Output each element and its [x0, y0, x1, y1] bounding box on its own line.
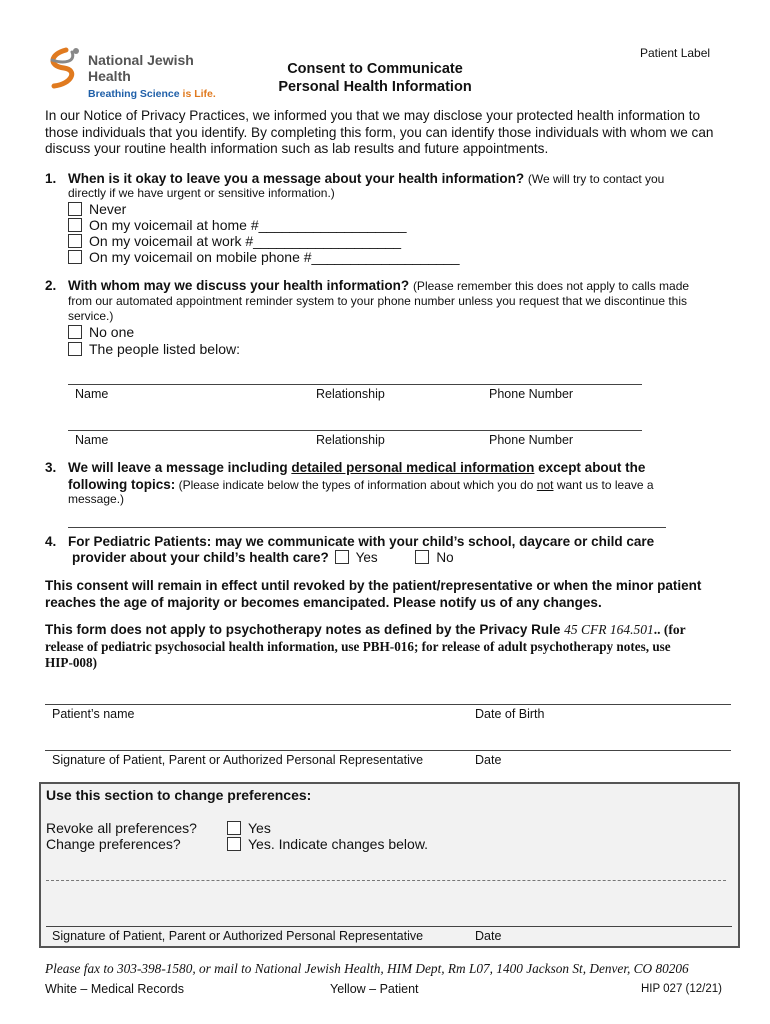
form-title-line2: Personal Health Information	[278, 79, 472, 95]
q1-option-work[interactable]	[68, 233, 401, 249]
checkbox[interactable]	[68, 250, 82, 264]
q4-text: provider about your child’s health care?	[72, 550, 329, 565]
dob-label: Date of Birth	[475, 707, 545, 721]
q3-text-underlined: detailed personal medical information	[291, 460, 535, 475]
change-preferences-section	[39, 782, 740, 948]
q4-number: 4.	[45, 534, 57, 549]
q1-note-b: directly if we have urgent or sensitive information.)	[68, 186, 335, 200]
psych-text-a: This form does not apply to psychotherapy notes as defined by the Privacy Rule	[45, 622, 565, 637]
q3-number: 3.	[45, 460, 57, 475]
q2-option-label: No one	[89, 324, 135, 340]
q1-option-label: On my voicemail at work #___________________	[89, 233, 402, 249]
q3-line1	[68, 460, 645, 475]
intro-paragraph: In our Notice of Privacy Practices, we informed you that we may disclose your protected health information to those individuals that you identify. By completing this form, you can identify those individuals with whom we can discuss your routine health information such as lab results and future appointments.	[45, 108, 714, 156]
q1-number: 1.	[45, 171, 57, 186]
q4-yes-label: Yes	[355, 550, 378, 565]
q1-text: When is it okay to leave you a message about your health information?	[68, 171, 525, 186]
checkbox[interactable]	[68, 202, 82, 216]
q3-topics-line[interactable]	[68, 527, 666, 528]
q2-note-c: service.)	[68, 309, 114, 323]
logo-mark-icon	[42, 46, 84, 90]
change-signature-line[interactable]	[46, 926, 732, 927]
q3-note-b: want us to leave a	[553, 478, 654, 492]
tagline-b: is Life.	[179, 88, 216, 100]
q2-option-no-one[interactable]	[68, 324, 134, 340]
q1-option-never[interactable]	[68, 201, 126, 217]
tagline	[88, 88, 216, 100]
changes-line[interactable]	[46, 880, 726, 881]
revoke-yes-option[interactable]	[227, 820, 271, 836]
org-name-line2: Health	[88, 68, 131, 84]
contact-2-phone-label: Phone Number	[489, 433, 574, 447]
checkbox[interactable]	[68, 342, 82, 356]
q2-option-label: The people listed below:	[89, 341, 240, 357]
copy-white: White – Medical Records	[45, 982, 184, 996]
q1-option-label: On my voicemail at home #___________________	[89, 217, 407, 233]
change-date-label: Date	[475, 929, 502, 943]
revoke-label: Revoke all preferences?	[46, 820, 197, 836]
revoke-yes-label: Yes	[248, 820, 271, 836]
q1-question	[68, 171, 664, 186]
q3-note-not: not	[536, 478, 554, 492]
patient-name-line[interactable]	[45, 704, 731, 705]
signature-date-label: Date	[475, 753, 502, 767]
q1-option-mobile[interactable]	[68, 249, 460, 265]
contact-1-name-label: Name	[75, 387, 109, 401]
contact-1-phone-label: Phone Number	[489, 387, 574, 401]
q3-note-c: message.)	[68, 492, 125, 506]
patient-name-label: Patient’s name	[52, 707, 135, 721]
logo	[42, 46, 222, 106]
checkbox[interactable]	[227, 837, 241, 851]
contact-2-line[interactable]	[68, 430, 642, 431]
contact-2-relationship-label: Relationship	[316, 433, 385, 447]
q2-text: With whom may we discuss your health information?	[68, 278, 410, 293]
q2-number: 2.	[45, 278, 57, 293]
q3-line2	[68, 477, 654, 492]
q1-note-a: (We will try to contact you	[527, 172, 665, 186]
checkbox[interactable]	[68, 234, 82, 248]
q4-line1: For Pediatric Patients: may we communicate with your child’s school, daycare or child care	[68, 534, 655, 549]
q2-option-people[interactable]	[68, 341, 240, 357]
fax-instructions: Please fax to 303-398-1580, or mail to National Jewish Health, HIM Dept, Rm L07, 1400 Jackson St, Denver, CO 80206	[45, 961, 689, 976]
change-yes-option[interactable]	[227, 836, 428, 852]
change-label: Change preferences?	[46, 836, 181, 852]
psych-line3: HIP-008)	[45, 655, 98, 670]
change-yes-label: Yes. Indicate changes below.	[248, 836, 429, 852]
q2-note-b: from our automated appointment reminder system to your phone number unless you request that we discontinue this	[68, 294, 688, 308]
psych-line1	[45, 622, 686, 638]
org-name-line1: National Jewish	[88, 52, 194, 68]
checkbox[interactable]	[68, 325, 82, 339]
psych-cfr: 45 CFR 164.501	[564, 622, 654, 637]
contact-1-relationship-label: Relationship	[316, 387, 385, 401]
consent-line1: This consent will remain in effect until revoked by the patient/representative or when the minor patient	[45, 578, 702, 593]
q4-no-label: No	[436, 550, 454, 565]
form-title-line1: Consent to Communicate	[287, 61, 463, 77]
form-code: HIP 027 (12/21)	[641, 983, 722, 995]
contact-2-name-label: Name	[75, 433, 109, 447]
q3-text-b: except about the	[534, 460, 646, 475]
q4-line2	[72, 550, 454, 565]
change-signature-label: Signature of Patient, Parent or Authorized Personal Representative	[52, 929, 424, 943]
tagline-a: Breathing Science	[88, 88, 180, 100]
signature-line[interactable]	[45, 750, 731, 751]
q4-no-checkbox[interactable]	[415, 550, 429, 564]
q4-yes-checkbox[interactable]	[335, 550, 349, 564]
psych-line2: release of pediatric psychosocial health information, use PBH-016; for release of adult psychotherapy notes, use	[45, 639, 671, 654]
psych-text-b: .. (for	[653, 622, 686, 637]
change-section-heading: Use this section to change preferences:	[46, 787, 312, 803]
checkbox[interactable]	[227, 821, 241, 835]
q2-note-a: (Please remember this does not apply to calls made	[412, 279, 690, 293]
signature-label: Signature of Patient, Parent or Authorized Personal Representative	[52, 753, 424, 767]
consent-line2: reaches the age of majority or becomes emancipated. Please notify us of any changes.	[45, 595, 602, 610]
q3-text-a: We will leave a message including	[68, 460, 292, 475]
q2-question	[68, 278, 689, 293]
checkbox[interactable]	[68, 218, 82, 232]
contact-1-line[interactable]	[68, 384, 642, 385]
q3-text-c: following topics:	[68, 477, 176, 492]
q3-note-a: (Please indicate below the types of information about which you do	[175, 478, 537, 492]
copy-yellow: Yellow – Patient	[330, 982, 419, 996]
q1-option-label: On my voicemail on mobile phone #___________________	[89, 249, 460, 265]
q1-option-home[interactable]	[68, 217, 407, 233]
patient-label: Patient Label	[640, 46, 711, 60]
q1-option-label: Never	[89, 201, 127, 217]
